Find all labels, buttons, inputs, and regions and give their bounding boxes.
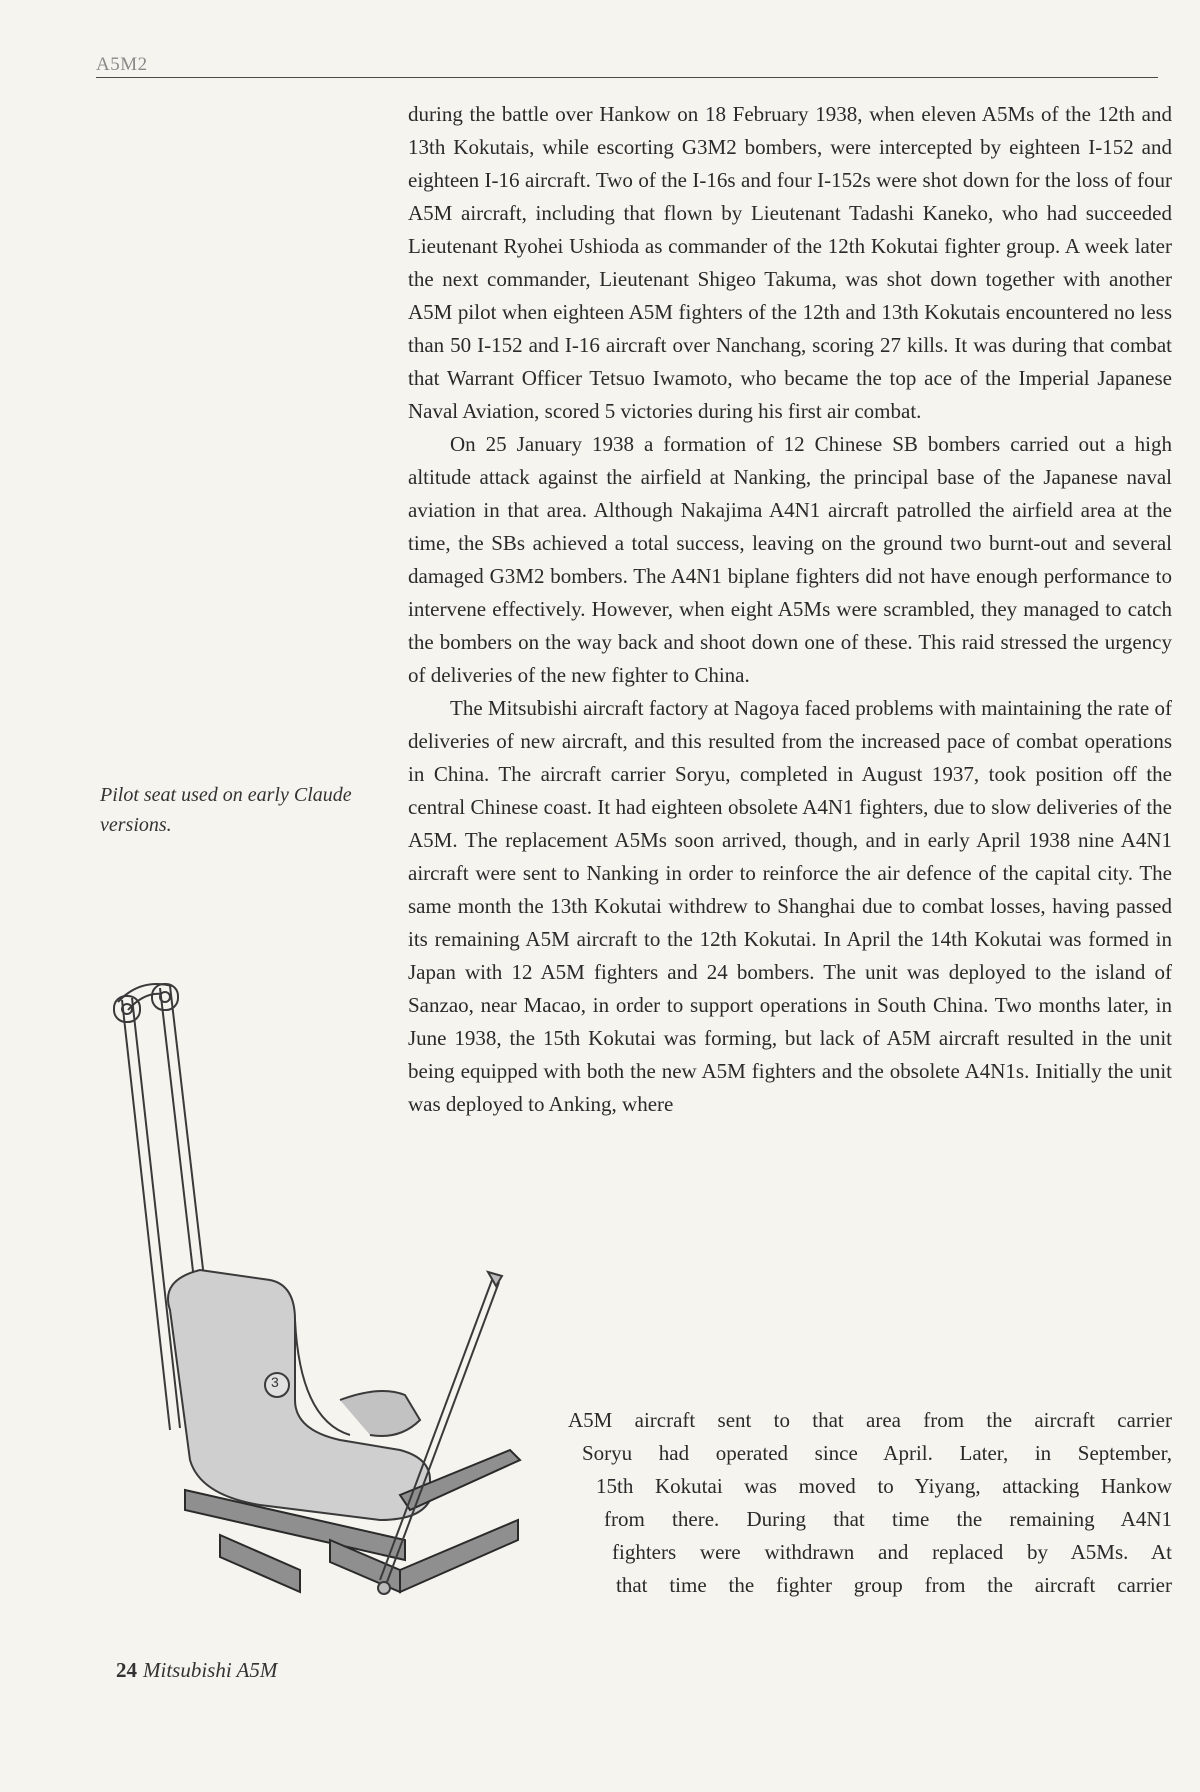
- paragraph-3: The Mitsubishi aircraft factory at Nagoya faced problems with maintaining the rate of deliveries of new aircraft, and this resulted from the increased pace of combat operations in China. The aircraft carrier Soryu, completed in August 1937, took position off the central Chinese coast. It had eighteen obsolete A4N1 fighters, due to slow deliveries of the A5M. The replacement A5Ms soon arrived, though, and in early April 1938 nine A4N1 aircraft were sent to Nanking in order to reinforce the air defence of the capital city. The same month the 13th Kokutai withdrew to Shanghai due to combat losses, having passed its remaining A5M aircraft to the 12th Kokutai. In April the 14th Kokutai was formed in Japan with 12 A5M fighters and 24 bombers. The unit was deployed to the island of Sanzao, near Macao, in order to support operations in South China. Two months later, in June 1938, the 15th Kokutai was forming, but lack of A5M aircraft resulted in the unit being equipped with both the new A5M fighters and the obsolete A4N1s. Initially the unit was deployed to Anking, where: [408, 696, 1172, 1116]
- wrap-line-1: A5M aircraft sent to that area from the aircraft carrier: [568, 1408, 1172, 1432]
- page-footer: [116, 1658, 277, 1683]
- wrap-line-2: Soryu had operated since April. Later, in September,: [582, 1441, 1172, 1465]
- pilot-seat-drawing-icon: [100, 980, 620, 1620]
- wrap-line-6: that time the fighter group from the aircraft carrier: [616, 1573, 1172, 1597]
- paragraph-1: during the battle over Hankow on 18 February 1938, when eleven A5Ms of the 12th and 13th Kokutais, while escorting G3M2 bombers, were intercepted by eighteen I-152 and eighteen I-16 aircraft. Two of the I-16s and four I-152s were shot down for the loss of four A5M aircraft, including that flown by Lieutenant Tadashi Kaneko, who had succeeded Lieutenant Ryohei Ushioda as commander of the 12th Kokutai fighter group. A week later the next commander, Lieutenant Shigeo Takuma, was shot down together with another A5M pilot when eighteen A5M fighters of the 12th and 13th Kokutais encountered no less than 50 I-152 and I-16 aircraft over Nanchang, scoring 27 kills. It was during that combat that Warrant Officer Tetsuo Iwamoto, who became the top ace of the Imperial Japanese Naval Aviation, scored 5 victories during his first air combat.: [408, 102, 1172, 423]
- seat-marking: 3: [271, 1374, 279, 1390]
- wrap-line-3: 15th Kokutai was moved to Yiyang, attacking Hankow: [596, 1474, 1172, 1498]
- running-head: A5M2: [96, 54, 148, 75]
- header-rule: [96, 77, 1158, 78]
- wrap-line-5: fighters were withdrawn and replaced by A5Ms. At: [612, 1540, 1172, 1564]
- paragraph-2: On 25 January 1938 a formation of 12 Chinese SB bombers carried out a high altitude attack against the airfield at Nanking, the principal base of the Japanese naval aviation in that area. Although Nakajima A4N1 aircraft patrolled the airfield area at the time, the SBs achieved a total success, leaving on the ground two burnt-out and several damaged G3M2 bombers. The A4N1 biplane fighters did not have enough performance to intervene effectively. However, when eight A5Ms were scrambled, they managed to catch the bombers on the way back and shoot down one of these. This raid stressed the urgency of deliveries of the new fighter to China.: [408, 432, 1172, 687]
- wrap-line-4: from there. During that time the remaining A4N1: [604, 1507, 1172, 1531]
- page-number: 24: [116, 1658, 137, 1682]
- pilot-seat-illustration: [100, 980, 620, 1620]
- main-text-column: [408, 98, 1172, 1121]
- figure-caption: Pilot seat used on early Claude versions.: [100, 784, 352, 836]
- book-title: Mitsubishi A5M: [143, 1658, 278, 1682]
